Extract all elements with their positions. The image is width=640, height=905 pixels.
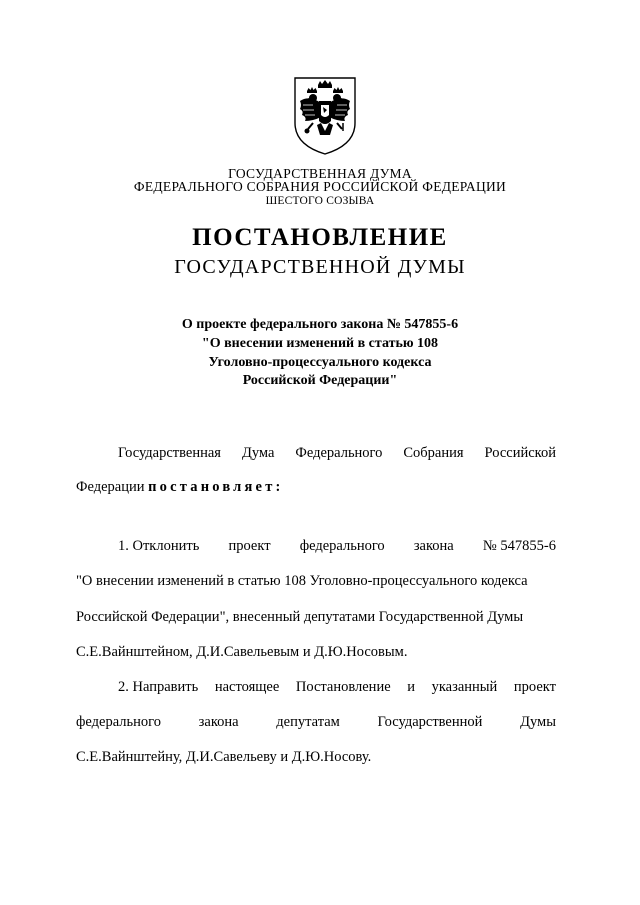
item1-line2: "О внесении изменений в статью 108 Уголовно-процессуального кодекса xyxy=(76,573,528,589)
item2-word: федерального xyxy=(76,714,161,730)
item2-word: проект xyxy=(513,679,556,695)
subject-line4: Российской Федерации" xyxy=(242,373,398,388)
document-title: ПОСТАНОВЛЕНИЕ xyxy=(192,224,448,251)
item1-word: № 547855-6 xyxy=(482,538,556,554)
document-subtitle: ГОСУДАРСТВЕННОЙ ДУМЫ xyxy=(174,256,466,278)
item2-word: указанный xyxy=(431,679,498,695)
item1-word: федерального xyxy=(299,538,385,554)
item2-word: депутатам xyxy=(276,714,340,730)
state-emblem-icon xyxy=(291,75,359,157)
preamble-word: Российской xyxy=(484,445,556,461)
item2-word: и xyxy=(407,679,415,695)
preamble-word: Государственная xyxy=(118,445,221,461)
item2-word: настоящее xyxy=(214,679,280,695)
item2-word: Думы xyxy=(520,714,556,730)
item1-line3: Российской Федерации", внесенный депутатами Государственной Думы xyxy=(76,609,524,625)
item1-word: 1. Отклонить xyxy=(118,538,200,554)
org-name-line2: ФЕДЕРАЛЬНОГО СОБРАНИЯ РОССИЙСКОЙ ФЕДЕРАЦИИ xyxy=(133,179,507,194)
preamble-word: Федерального xyxy=(295,445,383,461)
preamble-resolves: постановляет: xyxy=(148,479,284,495)
subject-line2: "О внесении изменений в статью 108 xyxy=(201,336,439,351)
preamble-word: Собрания xyxy=(403,445,464,461)
convocation-line: ШЕСТОГО СОЗЫВА xyxy=(265,195,375,207)
subject-line1: О проекте федерального закона № 547855-6 xyxy=(181,317,459,332)
item2-line1 xyxy=(118,679,556,696)
preamble-text: Федерации xyxy=(76,479,149,495)
preamble-word: Дума xyxy=(241,445,275,461)
item1-word: закона xyxy=(413,538,454,554)
subject-line3: Уголовно-процессуального кодекса xyxy=(208,355,432,370)
item2-line2 xyxy=(76,714,556,731)
item1-word: проект xyxy=(228,538,271,554)
item2-line3: С.Е.Вайнштейну, Д.И.Савельеву и Д.Ю.Носову. xyxy=(76,749,372,765)
org-name-line1: ГОСУДАРСТВЕННАЯ ДУМА xyxy=(228,166,412,181)
item2-word: Постановление xyxy=(295,679,391,695)
item1-line1 xyxy=(118,538,556,555)
item2-word: 2. Направить xyxy=(118,679,199,695)
item2-word: закона xyxy=(198,714,239,730)
preamble-line2 xyxy=(76,479,284,496)
item1-line4: С.Е.Вайнштейном, Д.И.Савельевым и Д.Ю.Носовым. xyxy=(76,644,408,660)
preamble-line1 xyxy=(118,445,556,462)
item2-word: Государственной xyxy=(377,714,483,730)
